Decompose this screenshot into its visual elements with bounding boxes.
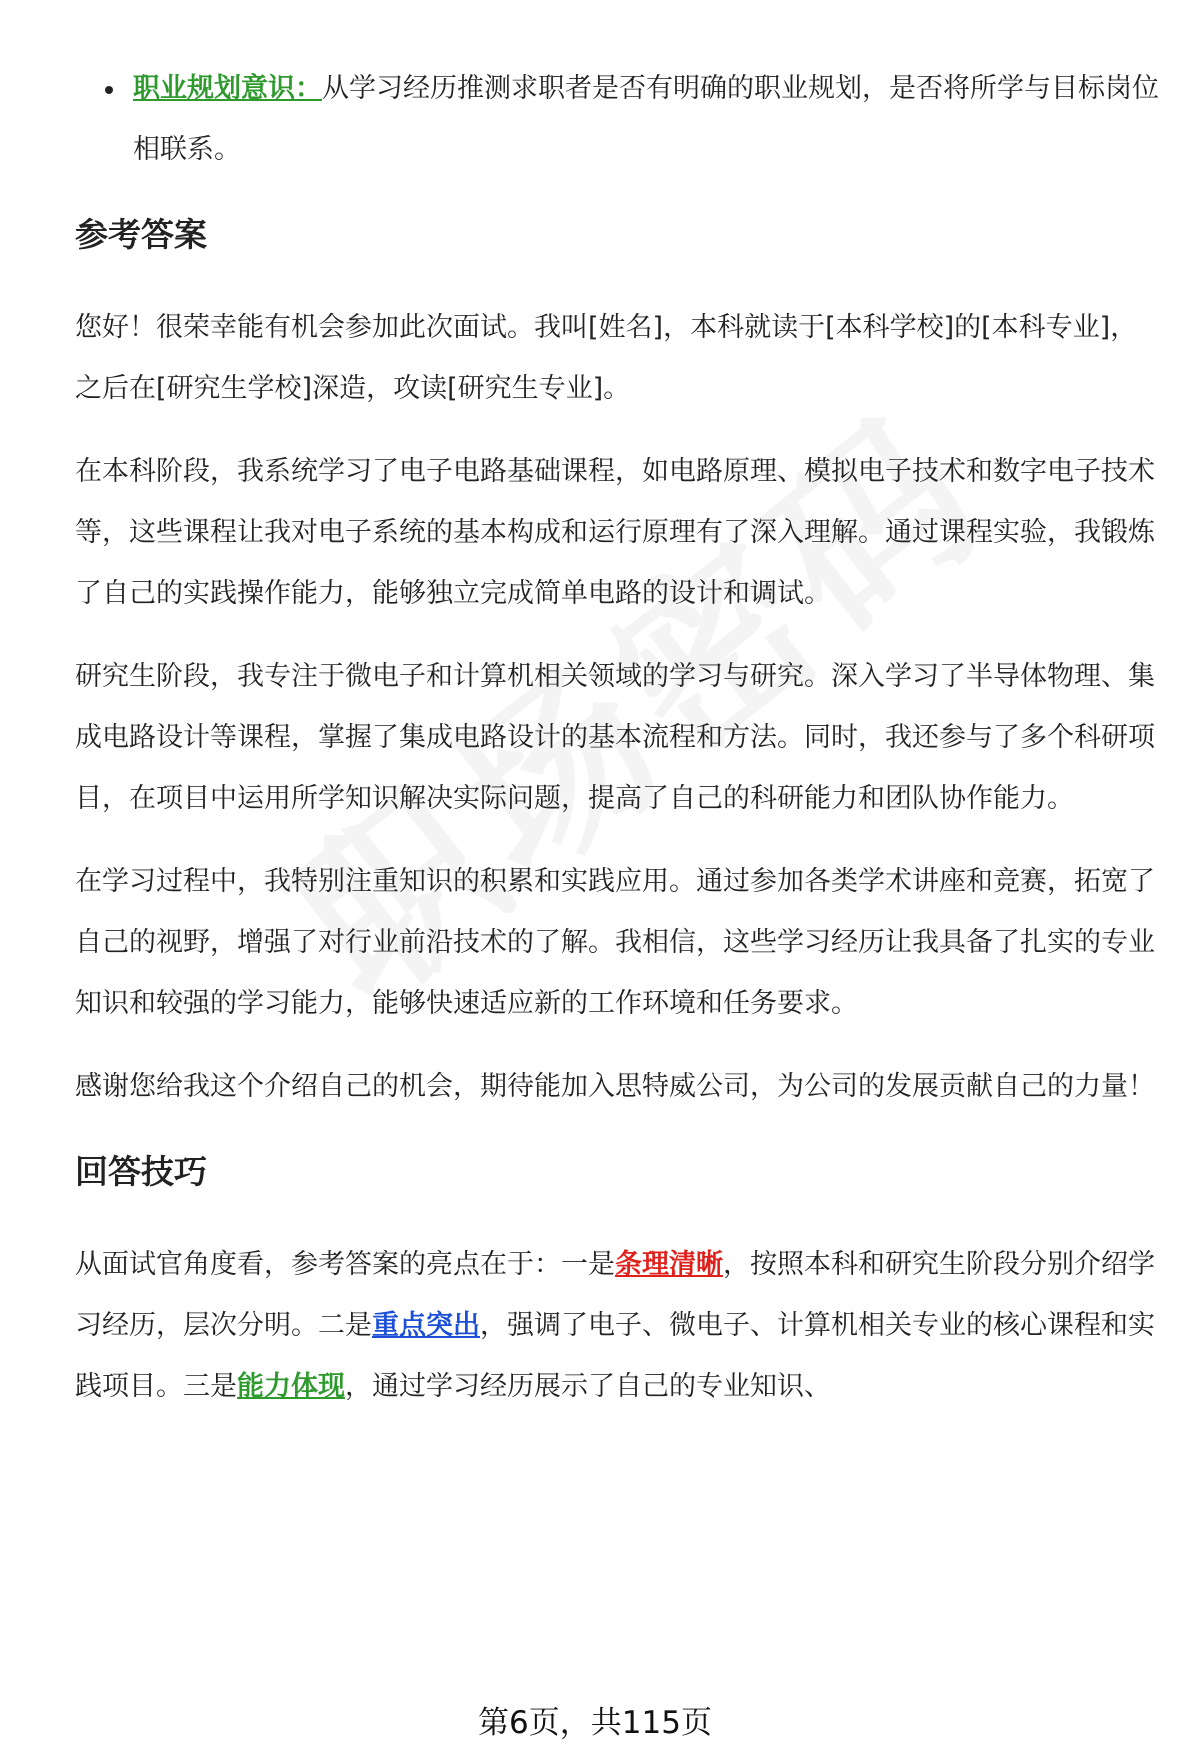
bullet-text bbox=[133, 58, 1160, 180]
answer-paragraph: 在学习过程中，我特别注重知识的积累和实践应用。通过参加各类学术讲座和竞赛，拓宽了自己的视野，增强了对行业前沿技术的了解。我相信，这些学习经历让我具备了扎实的专业知识和较强的学习能力，能够快速适应新的工作环境和任务要求。 bbox=[75, 866, 1155, 1019]
tips-text: ，强调了电子、微电子、计算机相关专业的核心课程和实践项目。三是 bbox=[75, 1310, 1155, 1402]
tips-text: 从面试官角度看，参考答案的亮点在于：一是 bbox=[75, 1249, 615, 1280]
answer-paragraph: 研究生阶段，我专注于微电子和计算机相关领域的学习与研究。深入学习了半导体物理、集成电路设计等课程，掌握了集成电路设计的基本流程和方法。同时，我还参与了多个科研项目，在项目中运用所学知识解决实际问题，提高了自己的科研能力和团队协作能力。 bbox=[75, 661, 1155, 814]
answer-paragraph: 感谢您给我这个介绍自己的机会，期待能加入思特威公司，为公司的发展贡献自己的力量！ bbox=[75, 1071, 1155, 1102]
keyword-focus: 重点突出 bbox=[372, 1310, 480, 1341]
answer-paragraph: 在本科阶段，我系统学习了电子电路基础课程，如电路原理、模拟电子技术和数字电子技术等，这些课程让我对电子系统的基本构成和运行原理有了深入理解。通过课程实验，我锻炼了自己的实践操作能力，能够独立完成简单电路的设计和调试。 bbox=[75, 456, 1155, 609]
keyword-ability: 能力体现 bbox=[237, 1371, 345, 1402]
tips-text: ，按照本科和研究生阶段分别介绍学习经历，层次分明。二是 bbox=[75, 1249, 1155, 1341]
section-heading-answer-tips: 回答技巧 bbox=[75, 1152, 207, 1191]
section-heading-reference-answer: 参考答案 bbox=[75, 215, 207, 254]
answer-paragraph: 您好！很荣幸能有机会参加此次面试。我叫[姓名]，本科就读于[本科学校]的[本科专业]，之后在[研究生学校]深造，攻读[研究生专业]。 bbox=[75, 312, 1138, 404]
bullet-item bbox=[75, 58, 1160, 180]
bullet-keyword: 职业规划意识： bbox=[133, 73, 322, 104]
tips-text: ，通过学习经历展示了自己的专业知识、 bbox=[345, 1371, 831, 1402]
keyword-clear-structure: 条理清晰 bbox=[615, 1249, 723, 1280]
page-number-footer: 第6页，共115页 bbox=[478, 1705, 712, 1741]
tips-paragraph bbox=[75, 1234, 1160, 1417]
bullet-dot-icon bbox=[105, 86, 113, 94]
document-body bbox=[75, 58, 1160, 1417]
bullet-body: 从学习经历推测求职者是否有明确的职业规划，是否将所学与目标岗位相联系。 bbox=[133, 73, 1159, 165]
